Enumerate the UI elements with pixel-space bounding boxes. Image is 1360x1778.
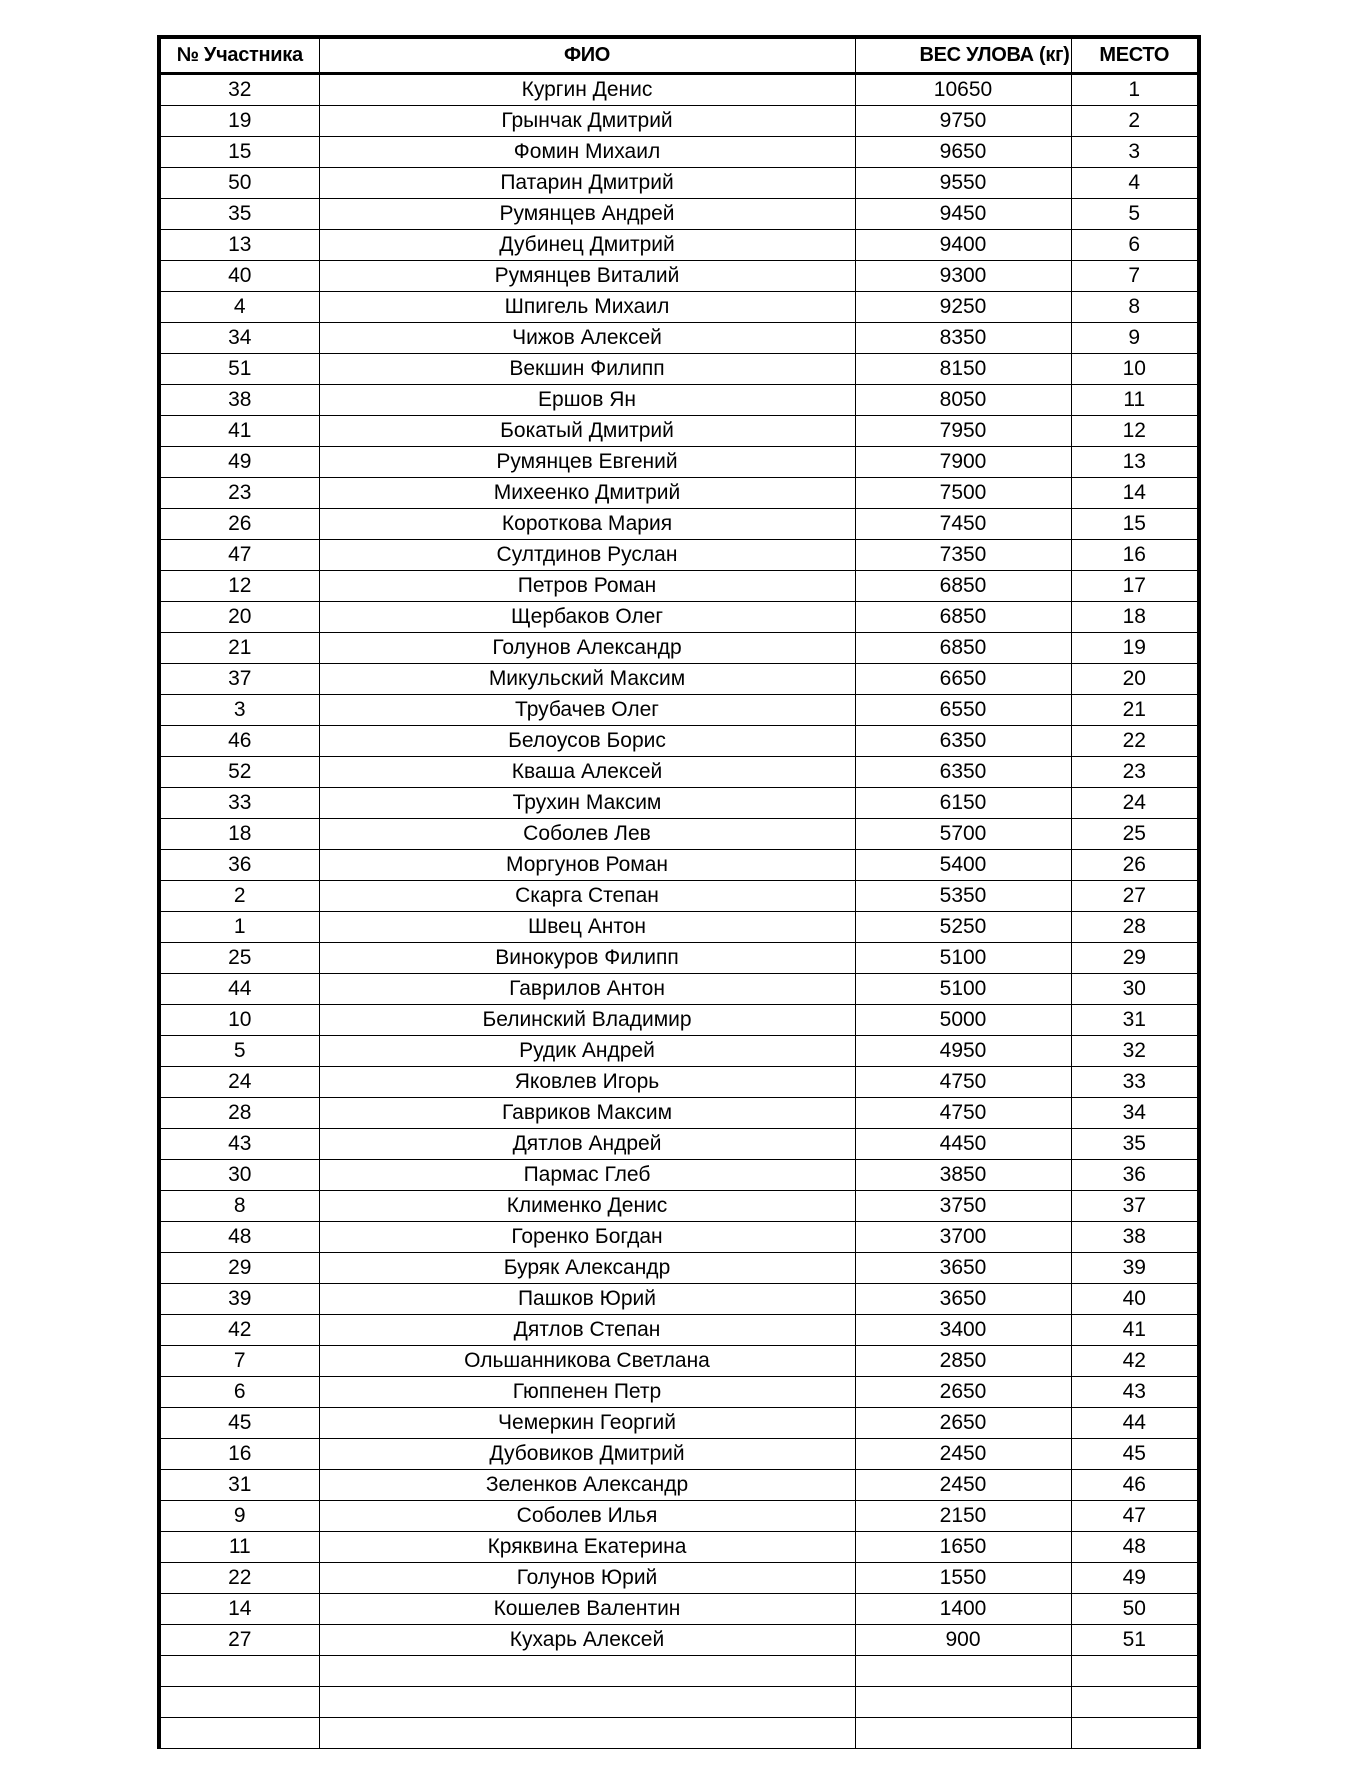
table-row xyxy=(159,137,1199,168)
empty-row xyxy=(159,1687,1199,1718)
cell-participant-no: 7 xyxy=(159,1346,319,1377)
cell-participant-no: 43 xyxy=(159,1129,319,1160)
table-row xyxy=(159,199,1199,230)
cell-name: Короткова Мария xyxy=(319,509,855,540)
cell-place: 14 xyxy=(1071,478,1199,509)
cell-name: Ольшанникова Светлана xyxy=(319,1346,855,1377)
table-row xyxy=(159,1408,1199,1439)
table-row xyxy=(159,1501,1199,1532)
cell-weight: 7900 xyxy=(855,447,1071,478)
cell-participant-no: 26 xyxy=(159,509,319,540)
empty-cell xyxy=(319,1656,855,1687)
table-row xyxy=(159,1625,1199,1656)
cell-name: Дятлов Степан xyxy=(319,1315,855,1346)
cell-weight: 900 xyxy=(855,1625,1071,1656)
cell-participant-no: 38 xyxy=(159,385,319,416)
cell-participant-no: 29 xyxy=(159,1253,319,1284)
cell-weight: 7500 xyxy=(855,478,1071,509)
table-row xyxy=(159,881,1199,912)
table-row xyxy=(159,1222,1199,1253)
cell-weight: 3850 xyxy=(855,1160,1071,1191)
cell-name: Кваша Алексей xyxy=(319,757,855,788)
empty-cell xyxy=(159,1656,319,1687)
cell-weight: 8350 xyxy=(855,323,1071,354)
empty-row xyxy=(159,1718,1199,1749)
cell-name: Гаврилов Антон xyxy=(319,974,855,1005)
cell-weight: 5700 xyxy=(855,819,1071,850)
cell-place: 3 xyxy=(1071,137,1199,168)
cell-participant-no: 28 xyxy=(159,1098,319,1129)
cell-place: 13 xyxy=(1071,447,1199,478)
cell-name: Соболев Илья xyxy=(319,1501,855,1532)
cell-participant-no: 37 xyxy=(159,664,319,695)
cell-name: Микульский Максим xyxy=(319,664,855,695)
cell-place: 22 xyxy=(1071,726,1199,757)
cell-name: Яковлев Игорь xyxy=(319,1067,855,1098)
cell-weight: 2850 xyxy=(855,1346,1071,1377)
cell-name: Трухин Максим xyxy=(319,788,855,819)
cell-participant-no: 23 xyxy=(159,478,319,509)
cell-place: 44 xyxy=(1071,1408,1199,1439)
cell-participant-no: 42 xyxy=(159,1315,319,1346)
cell-participant-no: 18 xyxy=(159,819,319,850)
cell-participant-no: 41 xyxy=(159,416,319,447)
cell-name: Румянцев Евгений xyxy=(319,447,855,478)
cell-weight: 1550 xyxy=(855,1563,1071,1594)
cell-weight: 9400 xyxy=(855,230,1071,261)
cell-place: 37 xyxy=(1071,1191,1199,1222)
cell-place: 38 xyxy=(1071,1222,1199,1253)
empty-cell xyxy=(319,1687,855,1718)
table-row xyxy=(159,571,1199,602)
cell-place: 16 xyxy=(1071,540,1199,571)
cell-weight: 2650 xyxy=(855,1408,1071,1439)
cell-weight: 6850 xyxy=(855,633,1071,664)
cell-weight: 1400 xyxy=(855,1594,1071,1625)
cell-place: 30 xyxy=(1071,974,1199,1005)
cell-participant-no: 25 xyxy=(159,943,319,974)
table-row xyxy=(159,1470,1199,1501)
cell-weight: 5000 xyxy=(855,1005,1071,1036)
cell-place: 27 xyxy=(1071,881,1199,912)
cell-place: 47 xyxy=(1071,1501,1199,1532)
cell-weight: 6850 xyxy=(855,571,1071,602)
cell-place: 32 xyxy=(1071,1036,1199,1067)
cell-weight: 3700 xyxy=(855,1222,1071,1253)
header-place: МЕСТО xyxy=(1071,37,1199,74)
cell-place: 39 xyxy=(1071,1253,1199,1284)
cell-participant-no: 21 xyxy=(159,633,319,664)
cell-place: 11 xyxy=(1071,385,1199,416)
cell-place: 49 xyxy=(1071,1563,1199,1594)
cell-name: Кургин Денис xyxy=(319,74,855,106)
cell-weight: 6550 xyxy=(855,695,1071,726)
cell-weight: 9300 xyxy=(855,261,1071,292)
table-row xyxy=(159,819,1199,850)
table-row xyxy=(159,540,1199,571)
cell-participant-no: 48 xyxy=(159,1222,319,1253)
table-row xyxy=(159,261,1199,292)
empty-cell xyxy=(159,1718,319,1749)
cell-name: Кухарь Алексей xyxy=(319,1625,855,1656)
header-name: ФИО xyxy=(319,37,855,74)
cell-place: 35 xyxy=(1071,1129,1199,1160)
cell-participant-no: 20 xyxy=(159,602,319,633)
cell-name: Дубовиков Дмитрий xyxy=(319,1439,855,1470)
cell-place: 6 xyxy=(1071,230,1199,261)
cell-name: Клименко Денис xyxy=(319,1191,855,1222)
cell-weight: 9650 xyxy=(855,137,1071,168)
cell-weight: 9750 xyxy=(855,106,1071,137)
cell-weight: 8050 xyxy=(855,385,1071,416)
cell-participant-no: 30 xyxy=(159,1160,319,1191)
cell-weight: 5100 xyxy=(855,974,1071,1005)
table-row xyxy=(159,509,1199,540)
cell-participant-no: 6 xyxy=(159,1377,319,1408)
header-weight: ВЕС УЛОВА (кг) xyxy=(855,37,1071,74)
cell-participant-no: 44 xyxy=(159,974,319,1005)
cell-name: Соболев Лев xyxy=(319,819,855,850)
table-row xyxy=(159,1191,1199,1222)
cell-name: Буряк Александр xyxy=(319,1253,855,1284)
table-row xyxy=(159,385,1199,416)
cell-weight: 3400 xyxy=(855,1315,1071,1346)
cell-participant-no: 5 xyxy=(159,1036,319,1067)
cell-name: Щербаков Олег xyxy=(319,602,855,633)
cell-place: 31 xyxy=(1071,1005,1199,1036)
cell-name: Чемеркин Георгий xyxy=(319,1408,855,1439)
cell-place: 48 xyxy=(1071,1532,1199,1563)
cell-place: 8 xyxy=(1071,292,1199,323)
cell-name: Чижов Алексей xyxy=(319,323,855,354)
empty-cell xyxy=(855,1687,1071,1718)
cell-place: 18 xyxy=(1071,602,1199,633)
cell-weight: 5400 xyxy=(855,850,1071,881)
cell-name: Фомин Михаил xyxy=(319,137,855,168)
table-row xyxy=(159,447,1199,478)
cell-participant-no: 10 xyxy=(159,1005,319,1036)
cell-participant-no: 47 xyxy=(159,540,319,571)
results-body xyxy=(159,74,1199,1749)
table-row xyxy=(159,695,1199,726)
cell-participant-no: 12 xyxy=(159,571,319,602)
cell-participant-no: 1 xyxy=(159,912,319,943)
cell-weight: 6650 xyxy=(855,664,1071,695)
empty-cell xyxy=(319,1718,855,1749)
cell-participant-no: 4 xyxy=(159,292,319,323)
cell-name: Винокуров Филипп xyxy=(319,943,855,974)
cell-weight: 4950 xyxy=(855,1036,1071,1067)
empty-cell xyxy=(855,1656,1071,1687)
table-row xyxy=(159,1160,1199,1191)
cell-place: 45 xyxy=(1071,1439,1199,1470)
cell-name: Белинский Владимир xyxy=(319,1005,855,1036)
table-row xyxy=(159,478,1199,509)
cell-place: 50 xyxy=(1071,1594,1199,1625)
cell-participant-no: 15 xyxy=(159,137,319,168)
cell-weight: 2450 xyxy=(855,1439,1071,1470)
results-table xyxy=(157,35,1201,1749)
cell-name: Кряквина Екатерина xyxy=(319,1532,855,1563)
table-row xyxy=(159,788,1199,819)
table-row xyxy=(159,106,1199,137)
cell-participant-no: 34 xyxy=(159,323,319,354)
cell-participant-no: 9 xyxy=(159,1501,319,1532)
cell-name: Кошелев Валентин xyxy=(319,1594,855,1625)
cell-participant-no: 13 xyxy=(159,230,319,261)
cell-place: 29 xyxy=(1071,943,1199,974)
cell-place: 40 xyxy=(1071,1284,1199,1315)
cell-place: 36 xyxy=(1071,1160,1199,1191)
cell-place: 12 xyxy=(1071,416,1199,447)
cell-participant-no: 2 xyxy=(159,881,319,912)
cell-place: 51 xyxy=(1071,1625,1199,1656)
cell-place: 20 xyxy=(1071,664,1199,695)
cell-name: Голунов Юрий xyxy=(319,1563,855,1594)
cell-participant-no: 19 xyxy=(159,106,319,137)
cell-weight: 2150 xyxy=(855,1501,1071,1532)
table-row xyxy=(159,1253,1199,1284)
cell-place: 2 xyxy=(1071,106,1199,137)
cell-name: Горенко Богдан xyxy=(319,1222,855,1253)
cell-name: Гавриков Максим xyxy=(319,1098,855,1129)
cell-place: 28 xyxy=(1071,912,1199,943)
cell-name: Дубинец Дмитрий xyxy=(319,230,855,261)
cell-participant-no: 45 xyxy=(159,1408,319,1439)
table-row xyxy=(159,912,1199,943)
cell-place: 42 xyxy=(1071,1346,1199,1377)
cell-weight: 7450 xyxy=(855,509,1071,540)
cell-name: Голунов Александр xyxy=(319,633,855,664)
cell-name: Скарга Степан xyxy=(319,881,855,912)
table-row xyxy=(159,633,1199,664)
cell-name: Султдинов Руслан xyxy=(319,540,855,571)
cell-name: Швец Антон xyxy=(319,912,855,943)
cell-place: 7 xyxy=(1071,261,1199,292)
cell-place: 46 xyxy=(1071,1470,1199,1501)
cell-name: Зеленков Александр xyxy=(319,1470,855,1501)
cell-participant-no: 11 xyxy=(159,1532,319,1563)
cell-weight: 3750 xyxy=(855,1191,1071,1222)
table-row xyxy=(159,850,1199,881)
cell-place: 23 xyxy=(1071,757,1199,788)
table-row xyxy=(159,602,1199,633)
table-row xyxy=(159,1315,1199,1346)
cell-name: Пашков Юрий xyxy=(319,1284,855,1315)
cell-place: 4 xyxy=(1071,168,1199,199)
table-row xyxy=(159,74,1199,106)
cell-weight: 6350 xyxy=(855,757,1071,788)
table-row xyxy=(159,757,1199,788)
table-row xyxy=(159,292,1199,323)
cell-name: Пармас Глеб xyxy=(319,1160,855,1191)
cell-place: 10 xyxy=(1071,354,1199,385)
cell-place: 15 xyxy=(1071,509,1199,540)
cell-name: Михеенко Дмитрий xyxy=(319,478,855,509)
cell-weight: 9550 xyxy=(855,168,1071,199)
cell-weight: 10650 xyxy=(855,74,1071,106)
cell-weight: 4750 xyxy=(855,1098,1071,1129)
cell-place: 1 xyxy=(1071,74,1199,106)
cell-participant-no: 39 xyxy=(159,1284,319,1315)
table-row xyxy=(159,1005,1199,1036)
table-row xyxy=(159,1346,1199,1377)
cell-participant-no: 22 xyxy=(159,1563,319,1594)
cell-participant-no: 14 xyxy=(159,1594,319,1625)
table-row xyxy=(159,230,1199,261)
cell-place: 26 xyxy=(1071,850,1199,881)
cell-place: 33 xyxy=(1071,1067,1199,1098)
cell-place: 9 xyxy=(1071,323,1199,354)
table-row xyxy=(159,1067,1199,1098)
cell-participant-no: 8 xyxy=(159,1191,319,1222)
cell-participant-no: 49 xyxy=(159,447,319,478)
cell-weight: 8150 xyxy=(855,354,1071,385)
cell-participant-no: 3 xyxy=(159,695,319,726)
header-participant-no: № Участника xyxy=(159,37,319,74)
table-row xyxy=(159,943,1199,974)
cell-participant-no: 52 xyxy=(159,757,319,788)
cell-participant-no: 50 xyxy=(159,168,319,199)
cell-weight: 5250 xyxy=(855,912,1071,943)
cell-name: Шпигель Михаил xyxy=(319,292,855,323)
cell-participant-no: 36 xyxy=(159,850,319,881)
empty-cell xyxy=(1071,1718,1199,1749)
table-row xyxy=(159,168,1199,199)
cell-weight: 4750 xyxy=(855,1067,1071,1098)
cell-weight: 5100 xyxy=(855,943,1071,974)
cell-name: Бокатый Дмитрий xyxy=(319,416,855,447)
cell-name: Векшин Филипп xyxy=(319,354,855,385)
cell-weight: 2450 xyxy=(855,1470,1071,1501)
cell-weight: 9450 xyxy=(855,199,1071,230)
cell-name: Румянцев Виталий xyxy=(319,261,855,292)
cell-weight: 6150 xyxy=(855,788,1071,819)
cell-participant-no: 31 xyxy=(159,1470,319,1501)
cell-participant-no: 46 xyxy=(159,726,319,757)
table-row xyxy=(159,1377,1199,1408)
cell-participant-no: 35 xyxy=(159,199,319,230)
cell-place: 25 xyxy=(1071,819,1199,850)
cell-name: Ершов Ян xyxy=(319,385,855,416)
table-row xyxy=(159,1439,1199,1470)
cell-name: Дятлов Андрей xyxy=(319,1129,855,1160)
cell-name: Моргунов Роман xyxy=(319,850,855,881)
cell-name: Гюппенен Петр xyxy=(319,1377,855,1408)
empty-cell xyxy=(159,1687,319,1718)
cell-weight: 3650 xyxy=(855,1253,1071,1284)
empty-cell xyxy=(1071,1687,1199,1718)
table-row xyxy=(159,1129,1199,1160)
cell-participant-no: 40 xyxy=(159,261,319,292)
table-row xyxy=(159,974,1199,1005)
cell-place: 43 xyxy=(1071,1377,1199,1408)
cell-place: 41 xyxy=(1071,1315,1199,1346)
table-row xyxy=(159,664,1199,695)
empty-row xyxy=(159,1656,1199,1687)
cell-name: Грынчак Дмитрий xyxy=(319,106,855,137)
table-row xyxy=(159,416,1199,447)
table-row xyxy=(159,726,1199,757)
table-row xyxy=(159,1098,1199,1129)
cell-name: Рудик Андрей xyxy=(319,1036,855,1067)
cell-weight: 7350 xyxy=(855,540,1071,571)
cell-weight: 9250 xyxy=(855,292,1071,323)
cell-participant-no: 51 xyxy=(159,354,319,385)
cell-place: 17 xyxy=(1071,571,1199,602)
table-row xyxy=(159,1532,1199,1563)
cell-participant-no: 32 xyxy=(159,74,319,106)
cell-weight: 4450 xyxy=(855,1129,1071,1160)
cell-weight: 6350 xyxy=(855,726,1071,757)
cell-name: Петров Роман xyxy=(319,571,855,602)
cell-weight: 7950 xyxy=(855,416,1071,447)
cell-name: Патарин Дмитрий xyxy=(319,168,855,199)
empty-cell xyxy=(855,1718,1071,1749)
table-row xyxy=(159,354,1199,385)
table-row xyxy=(159,1284,1199,1315)
cell-place: 24 xyxy=(1071,788,1199,819)
table-row xyxy=(159,323,1199,354)
cell-place: 21 xyxy=(1071,695,1199,726)
cell-name: Румянцев Андрей xyxy=(319,199,855,230)
cell-participant-no: 33 xyxy=(159,788,319,819)
cell-place: 34 xyxy=(1071,1098,1199,1129)
header-row xyxy=(159,37,1199,74)
cell-weight: 1650 xyxy=(855,1532,1071,1563)
table-row xyxy=(159,1563,1199,1594)
cell-participant-no: 27 xyxy=(159,1625,319,1656)
cell-participant-no: 16 xyxy=(159,1439,319,1470)
cell-weight: 2650 xyxy=(855,1377,1071,1408)
cell-place: 5 xyxy=(1071,199,1199,230)
cell-weight: 6850 xyxy=(855,602,1071,633)
table-row xyxy=(159,1036,1199,1067)
cell-name: Трубачев Олег xyxy=(319,695,855,726)
cell-weight: 5350 xyxy=(855,881,1071,912)
cell-participant-no: 24 xyxy=(159,1067,319,1098)
table-row xyxy=(159,1594,1199,1625)
cell-place: 19 xyxy=(1071,633,1199,664)
cell-name: Белоусов Борис xyxy=(319,726,855,757)
cell-weight: 3650 xyxy=(855,1284,1071,1315)
empty-cell xyxy=(1071,1656,1199,1687)
